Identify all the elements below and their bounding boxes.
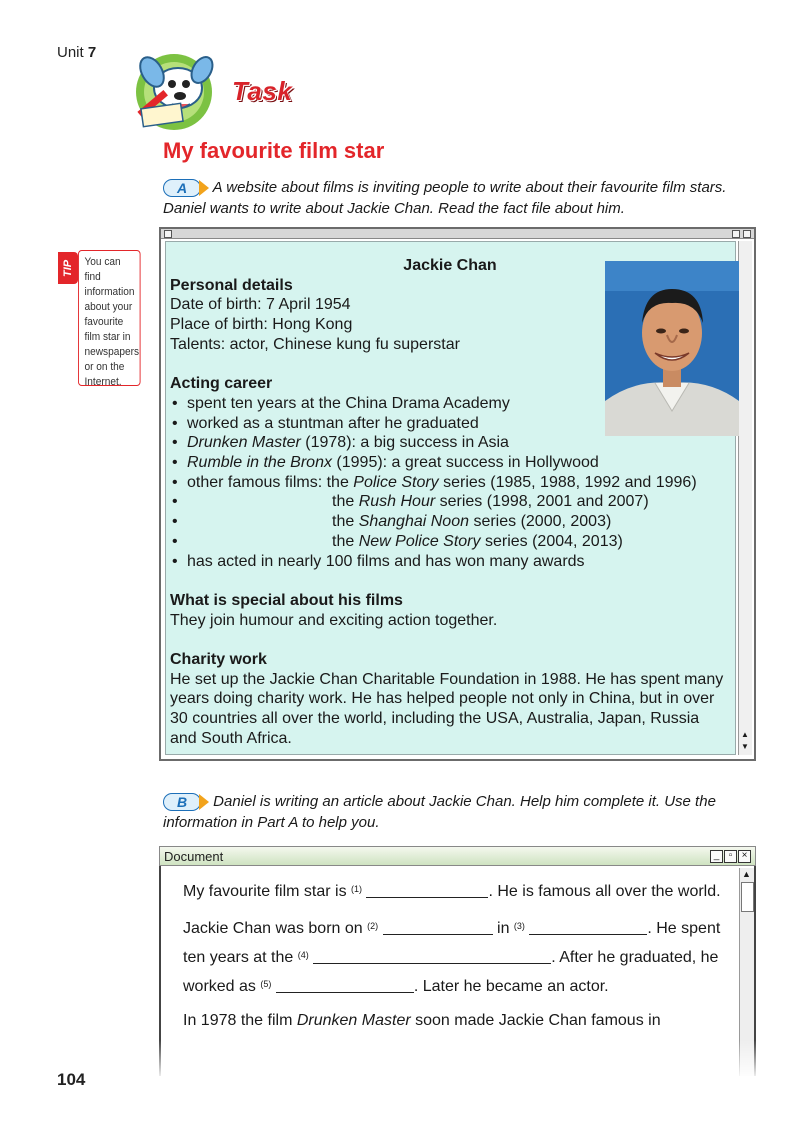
doc-paragraph-1: My favourite film star is $^{(1)}$ . He is famous all over the world. [183,883,721,900]
arrow-icon [199,794,209,810]
part-b-badge: B [163,793,209,811]
list-subitem: • the Shanghai Noon series (2000, 2003) [170,512,750,532]
charity-heading: Charity work [170,651,267,669]
doc-paragraph-3: In 1978 the film Drunken Master soon made Jackie Chan famous in [183,1012,661,1029]
blank-5[interactable] [276,978,414,993]
list-item: • worked as a stuntman after he graduated [170,414,750,434]
minimize-icon[interactable]: _ [710,850,723,863]
window-menu-icon[interactable] [164,230,172,238]
document-text [183,876,743,1042]
page-number: 104 [57,1070,86,1089]
scroll-up-icon[interactable]: ▲ [741,730,749,739]
list-item: • Drunken Master (1978): a big success in Asia [170,433,750,453]
part-b-instruction: B Daniel is writing an article about Jackie Chan. Help him complete it. Use the information in Part A to help you. [163,793,716,831]
special-heading: What is special about his films [170,591,403,609]
tip-box: You can find information about your favourite film star in newspapers or on the Internet. [78,250,141,386]
fact-file-content [170,256,750,749]
blank-3[interactable] [529,920,647,935]
career-list [170,394,750,571]
blank-2[interactable] [383,920,493,935]
pob: Place of birth: Hong Kong [170,316,353,334]
fact-file-titlebar [161,229,754,239]
career-heading: Acting career [170,375,273,393]
blank-4[interactable] [313,949,551,964]
page-title: My favourite film star [163,138,385,163]
list-subitem: • the New Police Story series (2004, 2013) [170,532,750,552]
charity-text: He set up the Jackie Chan Charitable Foundation in 1988. He has spent many years doing charity work. He has helped people not only in China, but in over 30 countries all over the world, including the USA, Australia, Japan, Russia and South Africa. [170,670,724,747]
personal-heading: Personal details [170,276,293,294]
unit-label: Unit 7 [57,44,97,61]
scroll-up-icon[interactable]: ▲ [742,869,751,879]
part-a-badge: A [163,179,209,197]
special-text: They join humour and exciting action together. [170,611,498,629]
arrow-icon [199,180,209,196]
list-item: • has acted in nearly 100 films and has won many awards [170,552,750,572]
restore-icon[interactable]: ▫ [724,850,737,863]
list-item: • spent ten years at the China Drama Academy [170,394,750,414]
document-title: Document [164,849,224,864]
doc-paragraph-2: Jackie Chan was born on $^{(2)}$ in $^{(3)}$ . He spent ten years at the $^{(4)}$ . After he graduated, he worked as $^{(5)}$ . Later he became an actor. [183,920,721,995]
section-title: Task [232,76,293,106]
part-a-instruction: A A website about films is inviting people to write about their favourite film stars. Daniel wants to write about Jackie Chan. Read the fact file about him. [163,179,727,217]
dog-mascot-icon [128,44,220,132]
talents: Talents: actor, Chinese kung fu superstar [170,335,460,353]
maximize-icon[interactable] [743,230,751,238]
list-item: • Rumble in the Bronx (1995): a great success in Hollywood [170,453,750,473]
dob: Date of birth: 7 April 1954 [170,296,351,314]
document-titlebar [159,846,756,866]
fact-name: Jackie Chan [403,257,497,274]
minimize-icon[interactable] [732,230,740,238]
page-fade [150,1040,770,1080]
list-subitem: • the Rush Hour series (1998, 2001 and 2007) [170,492,750,512]
tip-tab: TIP [58,252,78,284]
close-icon[interactable]: × [738,850,751,863]
blank-1[interactable] [366,883,488,898]
scroll-down-icon[interactable]: ▼ [741,742,749,751]
list-item: • other famous films: the Police Story series (1985, 1988, 1992 and 1996) [170,473,750,493]
